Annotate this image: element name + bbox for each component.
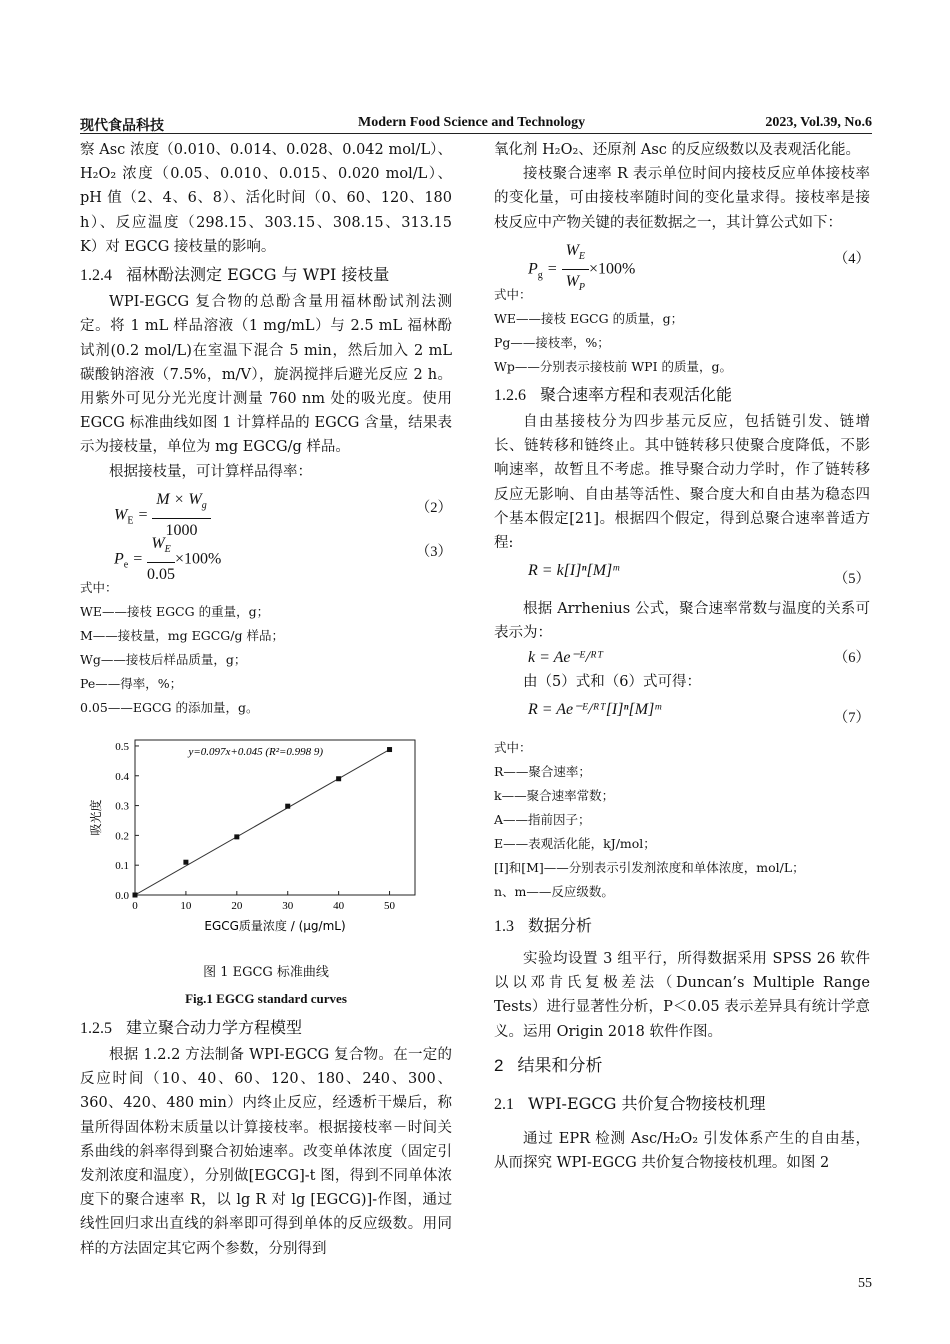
data-point [336,776,341,781]
variable-definitions: 式中： R——聚合速率； k——聚合速率常数； A——指前因子； E——表观活化能，kJ/mol； [I]和[M]——分别表示引发剂浓度和单体浓度，mol/L； n、m——反应级数。 [494,739,805,899]
x-tick-label: 50 [384,899,396,912]
x-tick-label: 10 [180,899,192,912]
paragraph: 自由基接枝分为四步基元反应，包括链引发、链增长、链转移和链终止。其中链转移只使聚合度降低，不影响速率，故暂且不考虑。推导聚合动力学时，作了链转移反应无影响、自由基等活性、聚合度大和自由基为稳态四个基本假定[21]。根据四个假定，得到总聚合速率普适方程: [494,414,870,552]
figure-caption-en: Fig.1 EGCG standard curves [185,990,347,1006]
x-tick-label: 40 [333,899,345,912]
y-tick-label: 0.3 [115,800,129,813]
paragraph: 根据 Arrhenius 公式，聚合速率常数与温度的关系可表示为： [494,601,870,642]
y-tick-label: 0.1 [115,860,129,873]
data-point [183,860,188,865]
equation-4: $P_g$ = $\frac{W_E}{W_P}$ ×100% （4） [494,239,870,279]
left-column [80,138,452,1261]
section-heading-1-3: 1.3 数据分析 [494,915,593,935]
page-number: 55 [858,1276,872,1291]
data-point [234,834,239,839]
data-point [133,892,138,897]
chart-svg [80,730,452,960]
equation-2: $W_E$ = $\frac{M \times W_g}{1000}$ （2） [80,488,452,528]
data-point [387,747,392,752]
fit-line [135,749,390,894]
equation-6: k = Ae⁻ᴱ/ᴿᵀ （6） [528,648,870,666]
fit-equation: y=0.097x+0.045 (R²=0.998 9) [188,745,324,758]
section-heading-2: 2 结果和分析 [494,1055,603,1075]
paragraph: 察 Asc 浓度（0.010、0.014、0.028、0.042 mol/L）、H₂O₂ 浓度（0.05、0.010、0.015、0.020 mol/L）、pH 值（2、4、6、8）、活化时间（0、60、120、180 h）、反应温度（298.15、303.15、308.15、313.15 K）对 EGCG 接枝量的影响。 [80,142,452,255]
right-column [494,138,870,1176]
standard-curve-chart [80,730,452,960]
paragraph: WPI-EGCG 复合物的总酚含量用福林酚试剂法测定。将 1 mL 样品溶液（1 mg/mL）与 2.5 mL 福林酚试剂(0.2 mol/L)在室温下混合 5 min，然后加入 2 mL 碳酸钠溶液（7.5%，m/V），旋涡搅拌后避光反应 2 h。用紫外可见分光光度计测量 760 nm 处的吸光度。使用 EGCG 标准曲线如图 1 计算样品的 EGCG 含量，结果表示为接枝量，单位为 mg EGCG/g 样品。 [80,294,452,456]
y-axis-label: 吸光度 [89,799,103,836]
paragraph: 氧化剂 H₂O₂、还原剂 Asc 的反应级数以及表观活化能。 [494,142,861,158]
figure-caption-cn: 图 1 EGCG 标准曲线 [203,964,329,980]
y-tick-label: 0.4 [115,770,129,783]
x-axis-label: EGCG质量浓度 / (μg/mL) [204,918,346,933]
x-tick-label: 20 [231,899,243,912]
y-tick-label: 0.2 [115,830,129,843]
section-heading-1-2-4: 1.2.4 福林酚法测定 EGCG 与 WPI 接枝量 [80,265,390,285]
variable-definitions: 式中： WE——接枝 EGCG 的质量，g； Pg——接枝率，%； Wp——分别表示接枝前 WPI 的质量，g。 [494,286,732,374]
y-tick-label: 0.0 [115,889,129,902]
plot-frame [135,740,415,895]
equation-7: R = Ae⁻ᴱ/ᴿᵀ[I]ⁿ[M]ᵐ （7） [528,700,870,726]
x-tick-label: 30 [282,899,294,912]
section-heading-1-2-6: 1.2.6 聚合速率方程和表观活化能 [494,384,733,404]
paragraph: 接枝聚合速率 R 表示单位时间内接枝反应单体接枝率的变化量，可由接枝率随时间的变化量求得。接枝率是接枝反应中产物关键的表征数据之一，其计算公式如下： [494,166,870,231]
volume-issue: 2023, Vol.39, No.6 [765,115,872,130]
y-tick-label: 0.5 [115,740,129,753]
paragraph: 由（5）式和（6）式可得： [523,673,701,690]
paragraph: 实验均设置 3 组平行，所得数据采用 SPSS 26 软件以以邓肯氏复极差法（Duncan’s Multiple Range Tests）进行显著性分析，P＜0.05 表示差异具有统计学意义。运用 Origin 2018 软件作图。 [494,951,870,1040]
variable-definitions: 式中： WE——接枝 EGCG 的重量，g； M——接枝量，mg EGCG/g 样品； Wg——接枝后样品质量，g； Pe——得率，%； 0.05——EGCG 的添加量，g。 [80,579,284,715]
equation-5: R = k[I]ⁿ[M]ᵐ （5） [528,562,870,588]
journal-name-en: Modern Food Science and Technology [358,115,586,130]
paragraph: 通过 EPR 检测 Asc/H₂O₂ 引发体系产生的自由基，从而探究 WPI-EGCG 共价复合物接枝机理。如图 2 [494,1131,870,1172]
running-header [80,113,872,134]
journal-name-cn: 现代食品科技 [80,119,164,134]
paragraph: 根据 1.2.2 方法制备 WPI-EGCG 复合物。在一定的反应时间（10、40、60、120、180、240、300、360、420、480 min）内终止反应，经透析干燥后，称量所得固体粉末质量以计算接枝率。根据接枝率－时间关系曲线的斜率得到聚合初始速率。改变单体浓度（固定引发剂浓度和温度），分别做[EGCG]-t 图，得到不同单体浓度下的聚合速率 R，以 lg R 对 lg [EGCG)]-作图，通过线性回归求出直线的斜率即可得到单体的反应级数。用同样的方法固定其它两个参数，分别得到 [80,1047,452,1257]
paragraph: 根据接枝量，可计算样品得率： [109,463,312,480]
equation-3: $P_e$ = $\frac{W_E}{0.05}$ ×100% （3） [80,532,452,572]
data-point [285,804,290,809]
section-heading-1-2-5: 1.2.5 建立聚合动力学方程模型 [80,1017,303,1037]
x-tick-label: 0 [132,899,138,912]
section-heading-2-1: 2.1 WPI-EGCG 共价复合物接枝机理 [494,1094,766,1114]
